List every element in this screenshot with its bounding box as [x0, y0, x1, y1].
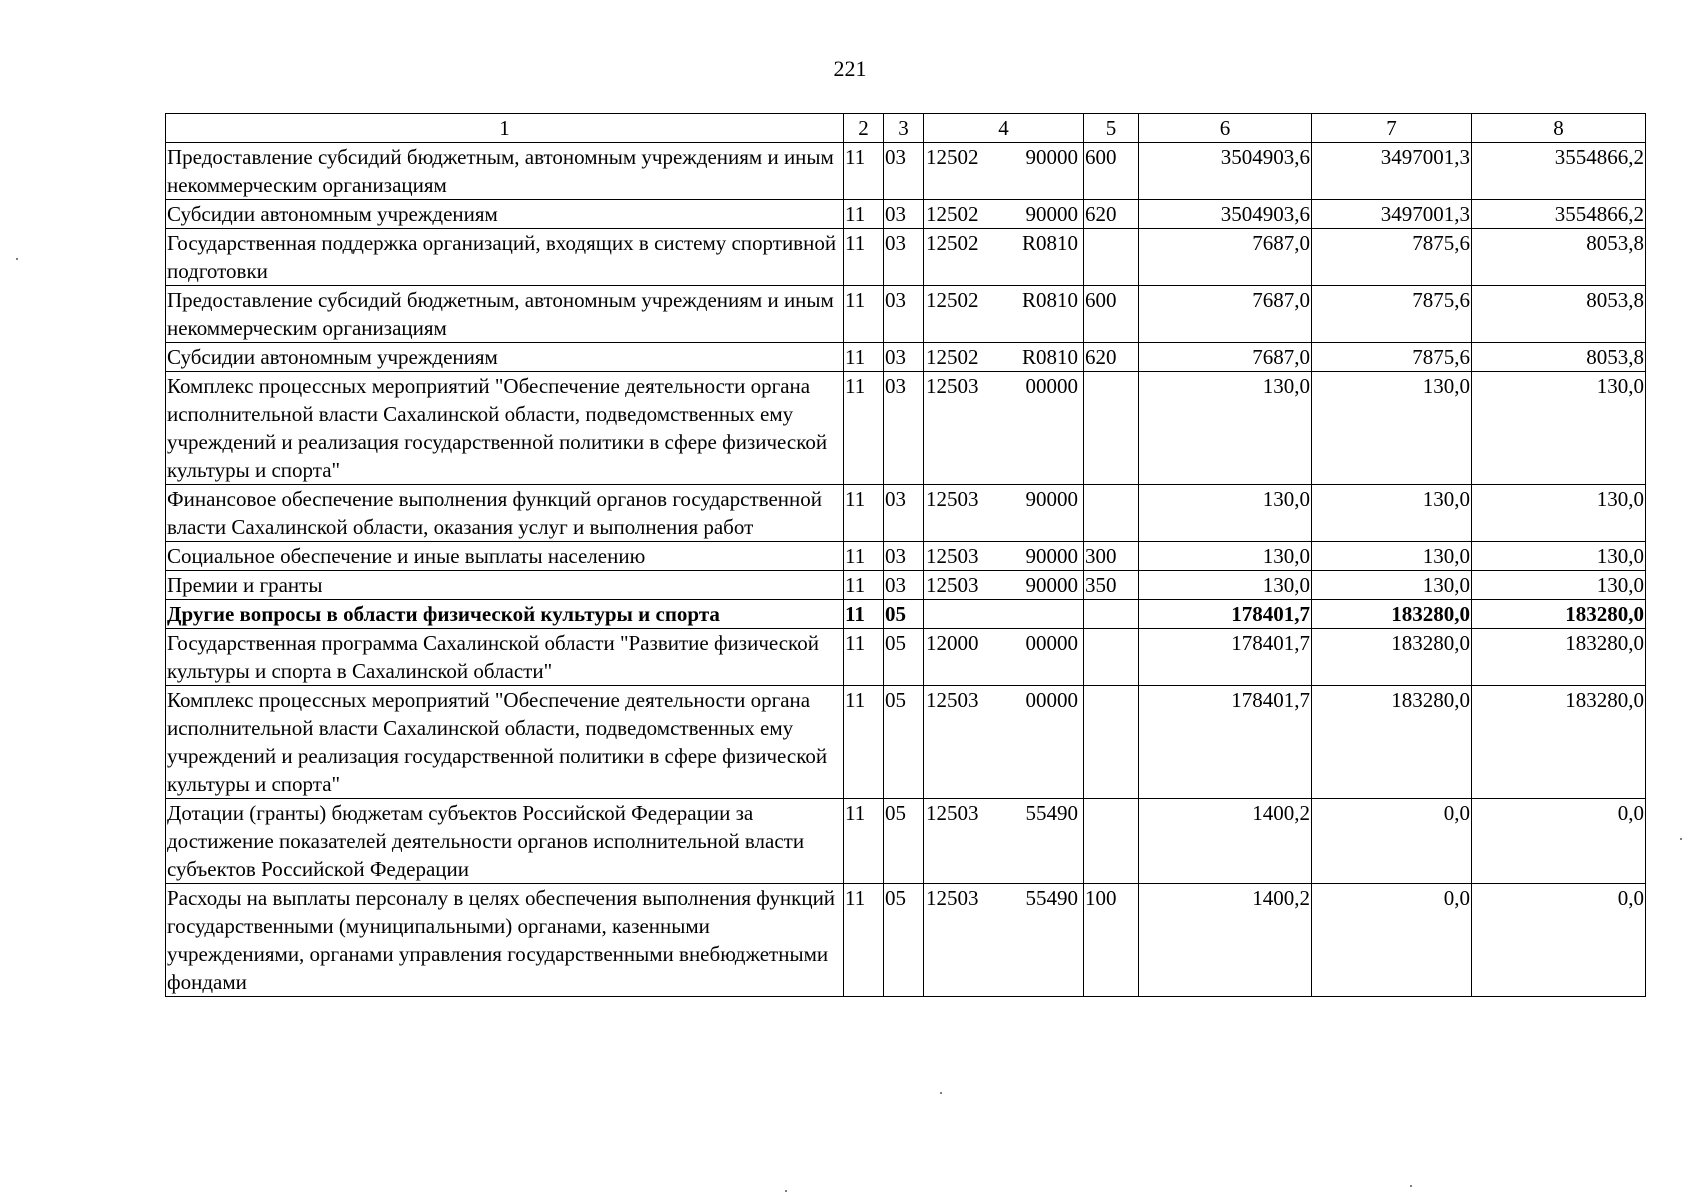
table-row [166, 200, 1646, 229]
scan-speck [940, 1092, 942, 1094]
code-program: 12503 [926, 573, 979, 597]
value-col-6: 130,0 [1139, 372, 1312, 485]
value-col-8: 8053,8 [1472, 229, 1646, 286]
table-row [166, 686, 1646, 799]
code-section: 11 [844, 343, 884, 372]
code-direction: 00000 [1025, 631, 1078, 655]
code-direction: 90000 [1025, 487, 1078, 511]
row-name: Премии и гранты [166, 571, 844, 600]
code-target-article [924, 884, 1084, 997]
code-target-article [924, 143, 1084, 200]
value-col-8: 183280,0 [1472, 629, 1646, 686]
value-col-8: 0,0 [1472, 799, 1646, 884]
code-program: 12503 [926, 688, 979, 712]
code-direction: R0810 [1021, 345, 1078, 369]
value-col-6: 178401,7 [1139, 629, 1312, 686]
value-col-8: 130,0 [1472, 372, 1646, 485]
table-row [166, 286, 1646, 343]
code-subsection: 03 [884, 143, 924, 200]
value-col-7: 183280,0 [1312, 629, 1472, 686]
header-cell: 5 [1084, 114, 1139, 143]
code-program: 12503 [926, 544, 979, 568]
value-col-8: 130,0 [1472, 571, 1646, 600]
code-direction: 90000 [1025, 145, 1078, 169]
scan-speck [1410, 1185, 1412, 1187]
code-program: 12503 [926, 374, 979, 398]
code-subsection: 03 [884, 372, 924, 485]
table-row [166, 343, 1646, 372]
code-direction: 00000 [1025, 374, 1078, 398]
code-section: 11 [844, 143, 884, 200]
code-expense-type: 100 [1084, 884, 1139, 997]
row-name: Другие вопросы в области физической культуры и спорта [166, 600, 844, 629]
code-subsection: 03 [884, 571, 924, 600]
value-col-8: 3554866,2 [1472, 143, 1646, 200]
table-row [166, 229, 1646, 286]
code-direction: 90000 [1025, 544, 1078, 568]
table-row [166, 372, 1646, 485]
code-target-article [924, 372, 1084, 485]
header-cell: 8 [1472, 114, 1646, 143]
value-col-7: 0,0 [1312, 799, 1472, 884]
scan-speck [16, 258, 18, 260]
code-target-article [924, 571, 1084, 600]
value-col-6: 130,0 [1139, 485, 1312, 542]
code-direction: 90000 [1025, 202, 1078, 226]
code-target-article [924, 343, 1084, 372]
row-name: Комплекс процессных мероприятий "Обеспечение деятельности органа исполнительной власти Сахалинской области, подведомственных ему учреждений и реализация государственной политики в сфере физической культуры и спорта" [166, 372, 844, 485]
value-col-7: 7875,6 [1312, 286, 1472, 343]
header-cell: 7 [1312, 114, 1472, 143]
row-name: Комплекс процессных мероприятий "Обеспечение деятельности органа исполнительной власти Сахалинской области, подведомственных ему учреждений и реализация государственной политики в сфере физической культуры и спорта" [166, 686, 844, 799]
budget-table [165, 113, 1646, 997]
value-col-6: 1400,2 [1139, 799, 1312, 884]
code-target-article [924, 629, 1084, 686]
value-col-7: 3497001,3 [1312, 200, 1472, 229]
value-col-7: 130,0 [1312, 542, 1472, 571]
code-subsection: 03 [884, 343, 924, 372]
code-direction: 55490 [1025, 886, 1078, 910]
row-name: Государственная программа Сахалинской области "Развитие физической культуры и спорта в Сахалинской области" [166, 629, 844, 686]
code-section: 11 [844, 600, 884, 629]
code-section: 11 [844, 629, 884, 686]
code-section: 11 [844, 571, 884, 600]
table-row [166, 571, 1646, 600]
code-program: 12503 [926, 886, 979, 910]
value-col-8: 183280,0 [1472, 600, 1646, 629]
code-expense-type [1084, 372, 1139, 485]
code-subsection: 03 [884, 485, 924, 542]
header-cell: 6 [1139, 114, 1312, 143]
value-col-8: 8053,8 [1472, 343, 1646, 372]
code-section: 11 [844, 200, 884, 229]
code-section: 11 [844, 542, 884, 571]
code-expense-type [1084, 485, 1139, 542]
code-expense-type: 620 [1084, 200, 1139, 229]
value-col-6: 3504903,6 [1139, 143, 1312, 200]
row-name: Предоставление субсидий бюджетным, автономным учреждениям и иным некоммерческим организациям [166, 143, 844, 200]
code-expense-type [1084, 600, 1139, 629]
code-expense-type: 600 [1084, 143, 1139, 200]
code-target-article [924, 229, 1084, 286]
code-program: 12503 [926, 801, 979, 825]
value-col-6: 130,0 [1139, 571, 1312, 600]
value-col-6: 130,0 [1139, 542, 1312, 571]
code-expense-type [1084, 799, 1139, 884]
code-subsection: 05 [884, 686, 924, 799]
value-col-7: 130,0 [1312, 372, 1472, 485]
value-col-8: 8053,8 [1472, 286, 1646, 343]
row-name: Социальное обеспечение и иные выплаты населению [166, 542, 844, 571]
table-row [166, 143, 1646, 200]
scan-speck [785, 1190, 787, 1192]
value-col-6: 7687,0 [1139, 286, 1312, 343]
table-row [166, 884, 1646, 997]
table-row [166, 799, 1646, 884]
code-expense-type [1084, 629, 1139, 686]
row-name: Расходы на выплаты персоналу в целях обеспечения выполнения функций государственными (муниципальными) органами, казенными учреждениями, органами управления государственными внебюджетными фондами [166, 884, 844, 997]
scan-speck [1680, 838, 1682, 840]
value-col-7: 183280,0 [1312, 686, 1472, 799]
code-subsection: 05 [884, 799, 924, 884]
code-program: 12502 [926, 288, 979, 312]
value-col-8: 130,0 [1472, 485, 1646, 542]
code-target-article [924, 600, 1084, 629]
code-target-article [924, 200, 1084, 229]
header-cell: 1 [166, 114, 844, 143]
value-col-7: 3497001,3 [1312, 143, 1472, 200]
value-col-8: 183280,0 [1472, 686, 1646, 799]
row-name: Предоставление субсидий бюджетным, автономным учреждениям и иным некоммерческим организациям [166, 286, 844, 343]
code-direction: 00000 [1025, 688, 1078, 712]
code-expense-type [1084, 229, 1139, 286]
code-expense-type: 350 [1084, 571, 1139, 600]
value-col-7: 130,0 [1312, 571, 1472, 600]
code-subsection: 05 [884, 884, 924, 997]
header-cell: 4 [924, 114, 1084, 143]
code-direction: 55490 [1025, 801, 1078, 825]
code-subsection: 05 [884, 629, 924, 686]
code-subsection: 03 [884, 200, 924, 229]
value-col-7: 7875,6 [1312, 229, 1472, 286]
code-program: 12502 [926, 345, 979, 369]
code-expense-type [1084, 686, 1139, 799]
table-row [166, 542, 1646, 571]
code-expense-type: 620 [1084, 343, 1139, 372]
code-subsection: 05 [884, 600, 924, 629]
row-name: Государственная поддержка организаций, входящих в систему спортивной подготовки [166, 229, 844, 286]
code-direction: 90000 [1025, 573, 1078, 597]
row-name: Субсидии автономным учреждениям [166, 200, 844, 229]
code-subsection: 03 [884, 542, 924, 571]
table-row [166, 485, 1646, 542]
code-target-article [924, 799, 1084, 884]
value-col-8: 3554866,2 [1472, 200, 1646, 229]
value-col-6: 178401,7 [1139, 686, 1312, 799]
page-number: 221 [833, 56, 867, 81]
row-name: Финансовое обеспечение выполнения функций органов государственной власти Сахалинской области, оказания услуг и выполнения работ [166, 485, 844, 542]
code-section: 11 [844, 686, 884, 799]
code-direction: R0810 [1021, 231, 1078, 255]
code-program: 12502 [926, 202, 979, 226]
code-subsection: 03 [884, 229, 924, 286]
value-col-7: 130,0 [1312, 485, 1472, 542]
code-expense-type: 600 [1084, 286, 1139, 343]
code-section: 11 [844, 286, 884, 343]
header-row [166, 114, 1646, 143]
code-section: 11 [844, 799, 884, 884]
code-expense-type: 300 [1084, 542, 1139, 571]
value-col-8: 0,0 [1472, 884, 1646, 997]
code-section: 11 [844, 372, 884, 485]
value-col-7: 0,0 [1312, 884, 1472, 997]
code-subsection: 03 [884, 286, 924, 343]
code-program: 12502 [926, 145, 979, 169]
code-program: 12000 [926, 631, 979, 655]
code-section: 11 [844, 229, 884, 286]
header-cell: 3 [884, 114, 924, 143]
value-col-6: 3504903,6 [1139, 200, 1312, 229]
code-section: 11 [844, 884, 884, 997]
value-col-6: 1400,2 [1139, 884, 1312, 997]
row-name: Субсидии автономным учреждениям [166, 343, 844, 372]
value-col-8: 130,0 [1472, 542, 1646, 571]
code-target-article [924, 485, 1084, 542]
code-program: 12503 [926, 487, 979, 511]
row-name: Дотации (гранты) бюджетам субъектов Российской Федерации за достижение показателей деятельности органов исполнительной власти субъектов Российской Федерации [166, 799, 844, 884]
value-col-6: 7687,0 [1139, 229, 1312, 286]
code-section: 11 [844, 485, 884, 542]
value-col-7: 183280,0 [1312, 600, 1472, 629]
code-program: 12502 [926, 231, 979, 255]
code-target-article [924, 286, 1084, 343]
code-target-article [924, 686, 1084, 799]
value-col-6: 178401,7 [1139, 600, 1312, 629]
value-col-6: 7687,0 [1139, 343, 1312, 372]
table-row [166, 600, 1646, 629]
value-col-7: 7875,6 [1312, 343, 1472, 372]
code-target-article [924, 542, 1084, 571]
code-direction: R0810 [1021, 288, 1078, 312]
header-cell: 2 [844, 114, 884, 143]
table-row [166, 629, 1646, 686]
